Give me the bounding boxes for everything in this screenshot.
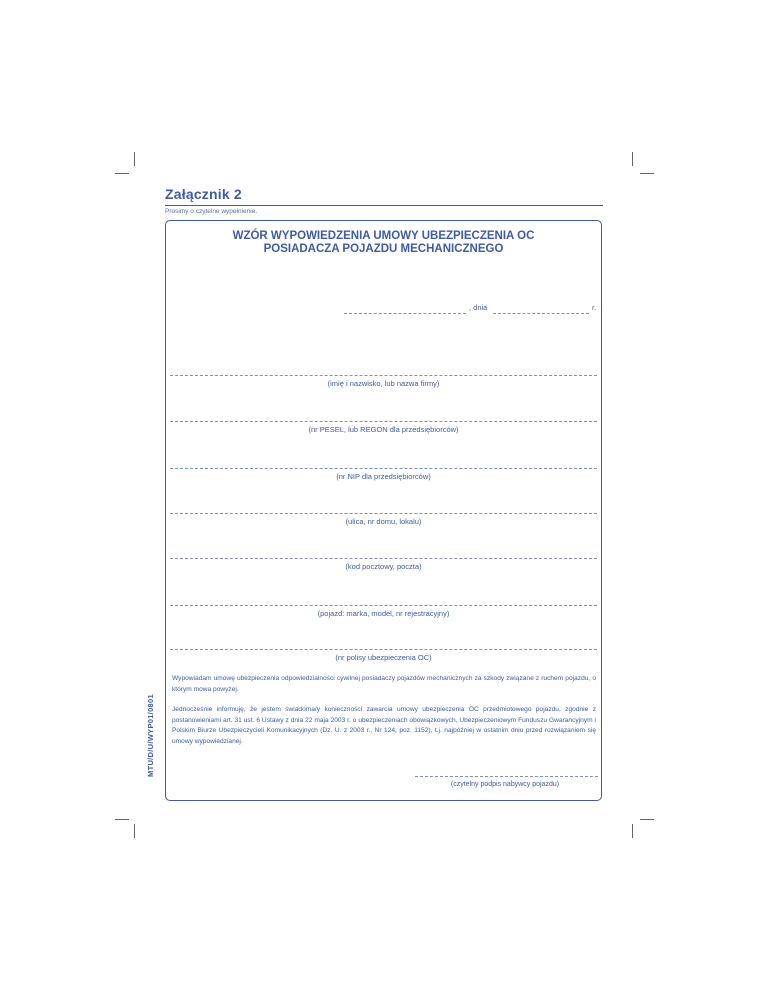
- crop-mark: [640, 819, 654, 820]
- crop-mark: [134, 152, 135, 166]
- crop-mark: [632, 152, 633, 166]
- obligation-statement: Jednocześnie informuję, że jestem świadoma/y konieczności zawarcia umowy ubezpieczenia OC przedmiotowego pojazdu, zgodnie z postanowieniami art. 31 ust. 6 Ustawy z dnia 22 maja 2003 r. o ubezpieczeniach obowiązkowych, Ubezpieczeniowym Funduszu Gwarancyjnym i Polskim Biurze Ubezpieczycieli Komunikacyjnych (Dz. U. z 2003 r., Nr 124, poz. 1152), t.j. najpóźniej w ostatnim dniu przed rozwiązaniem się umowy wypowiedzianej.: [172, 706, 596, 745]
- pesel-field-label: (nr PESEL, lub REGON dla przedsiębiorców): [308, 425, 459, 434]
- attachment-title: Załącznik 2: [165, 186, 242, 202]
- place-field-line[interactable]: [344, 313, 466, 314]
- street-field-line[interactable]: [170, 513, 597, 514]
- crop-mark: [632, 824, 633, 838]
- form-heading-line1: WZÓR WYPOWIEDZENIA UMOWY UBEZPIECZENIA OC: [232, 230, 535, 242]
- crop-mark: [115, 173, 129, 174]
- fill-note: Prosimy o czytelne wypełnienie.: [165, 208, 258, 215]
- vehicle-field-label: (pojazd: marka, model, nr rejestracyjny): [317, 609, 450, 618]
- crop-mark: [115, 819, 129, 820]
- postal-field-line[interactable]: [170, 558, 597, 559]
- nip-field-label: (nr NIP dla przedsiębiorców): [336, 472, 431, 481]
- termination-statement: Wypowiadam umowę ubezpieczenia odpowiedzialności cywilnej posiadaczy pojazdów mechanicznych za szkody związane z ruchem pojazdu, o którym mowa powyżej.: [172, 675, 596, 693]
- name-field-line[interactable]: [170, 375, 597, 376]
- form-code: MTU/D/U/WYP01/0801: [145, 694, 155, 777]
- street-field-label: (ulica, nr domu, lokalu): [345, 517, 422, 526]
- title-rule: [165, 205, 603, 206]
- date-suffix: r.: [592, 303, 597, 312]
- date-field-line[interactable]: [493, 313, 589, 314]
- name-field-label: (imię i nazwisko, lub nazwa firmy): [327, 379, 440, 388]
- signature-label: (czytelny podpis nabywcy pojazdu): [450, 781, 560, 788]
- form-heading-line2: POSIADACZA POJAZDU MECHANICZNEGO: [263, 243, 504, 255]
- crop-mark: [134, 824, 135, 838]
- signature-field-line[interactable]: [415, 776, 598, 777]
- policy-field-label: (nr polisy ubezpieczenia OC): [335, 653, 432, 662]
- nip-field-line[interactable]: [170, 468, 597, 469]
- date-label: , dnia: [469, 303, 488, 312]
- vehicle-field-line[interactable]: [170, 605, 597, 606]
- policy-field-line[interactable]: [170, 649, 597, 650]
- form-heading: [165, 230, 602, 256]
- crop-mark: [640, 173, 654, 174]
- pesel-field-line[interactable]: [170, 421, 597, 422]
- postal-field-label: (kod pocztowy, poczta): [345, 562, 422, 571]
